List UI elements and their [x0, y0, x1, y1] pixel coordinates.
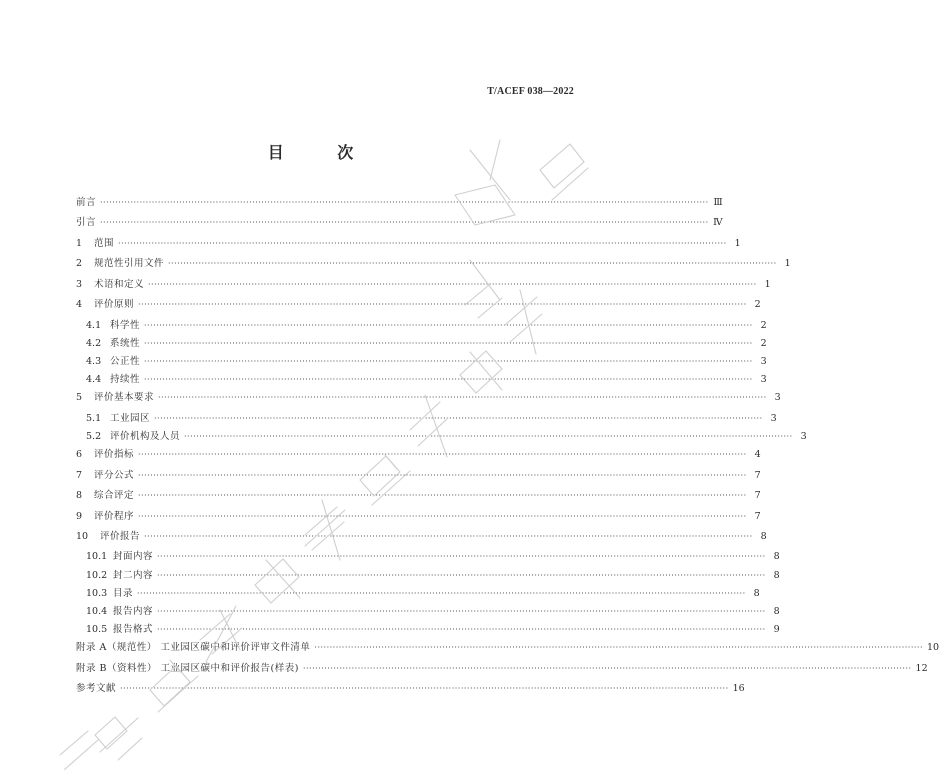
toc-entry[interactable]	[76, 317, 767, 335]
toc-entry-page: 9	[773, 624, 780, 636]
toc-entry-label: 范围	[94, 237, 115, 249]
toc-leader-dots: ········································································································································································································	[144, 357, 753, 366]
toc-entry-number: 5	[76, 392, 83, 404]
toc-leader-dots: ········································································································································································································	[148, 279, 757, 289]
toc-entry-number: 10.2	[86, 569, 108, 581]
toc-entry-label: 评价原则	[94, 299, 135, 311]
toc-entry-label: 封面内容	[113, 551, 154, 563]
toc-entry-label: 术语和定义	[94, 278, 145, 290]
toc-entry[interactable]	[76, 446, 761, 466]
toc-entry[interactable]	[76, 371, 767, 389]
toc-entry-page: 8	[773, 605, 780, 617]
toc-entry-number: 4.3	[86, 356, 102, 367]
toc-entry[interactable]	[76, 335, 767, 353]
table-of-contents	[76, 194, 939, 701]
toc-leader-dots: ········································································································································································································	[100, 198, 709, 207]
toc-entry-label: 规范性引用文件	[94, 258, 165, 270]
toc-entry[interactable]	[76, 467, 761, 487]
toc-leader-dots: ········································································································································································································	[302, 663, 912, 673]
toc-entry[interactable]	[76, 680, 745, 700]
toc-entry-label: 持续性	[110, 374, 141, 386]
toc-entry-label: 系统性	[110, 337, 141, 349]
toc-leader-dots: ········································································································································································································	[157, 552, 766, 562]
toc-entry[interactable]	[76, 194, 723, 214]
toc-entry-number: 1	[76, 237, 83, 249]
toc-entry-number: 10	[76, 530, 89, 542]
toc-leader-dots: ········································································································································································································	[138, 470, 747, 480]
toc-entry-page: 3	[760, 374, 767, 386]
toc-entry-number: 4.1	[86, 319, 102, 331]
toc-entry-number: 8	[76, 490, 83, 502]
toc-entry-page: Ⅲ	[713, 197, 723, 208]
toc-entry[interactable]	[76, 428, 807, 446]
toc-entry-label: 评价基本要求	[94, 392, 155, 404]
toc-entry-label: 评价指标	[94, 449, 135, 461]
toc-entry-label: 公正性	[110, 356, 141, 367]
toc-entry-number: 4	[76, 299, 83, 311]
standard-number: T/ACEF 038—2022	[487, 86, 574, 97]
toc-entry-page: 1	[734, 237, 741, 249]
toc-entry[interactable]	[76, 389, 781, 409]
toc-entry[interactable]	[76, 567, 780, 585]
toc-entry-label: 评价程序	[94, 510, 135, 522]
toc-entry-number: 10.1	[86, 551, 108, 563]
toc-entry[interactable]	[76, 508, 761, 528]
toc-entry-label: 引言	[76, 217, 97, 229]
toc-entry-page: 2	[754, 299, 761, 311]
toc-entry-page: 8	[753, 587, 760, 599]
toc-entry-page: 3	[770, 412, 777, 424]
toc-entry-page: 4	[754, 449, 761, 461]
toc-entry[interactable]	[76, 548, 780, 566]
toc-entry-page: 1	[784, 258, 791, 270]
toc-leader-dots: ········································································································································································································	[138, 511, 747, 521]
toc-leader-dots: ········································································································································································································	[144, 375, 753, 385]
toc-entry-page: 10	[927, 642, 939, 654]
toc-leader-dots: ········································································································································································································	[138, 491, 747, 501]
toc-entry-label: 综合评定	[94, 490, 135, 502]
toc-leader-dots: ········································································································································································································	[137, 588, 746, 598]
toc-leader-dots: ········································································································································································································	[157, 606, 766, 616]
toc-leader-dots: ········································································································································································································	[314, 643, 923, 653]
toc-entry-page: 8	[760, 530, 767, 542]
toc-entry-label: 科学性	[110, 319, 141, 331]
toc-entry-number: 6	[76, 449, 83, 461]
toc-leader-dots: ········································································································································································································	[118, 238, 727, 248]
toc-entry-number: 5.2	[86, 431, 102, 442]
toc-leader-dots: ········································································································································································································	[120, 684, 729, 694]
toc-entry-label: 评价报告	[100, 530, 141, 542]
toc-entry-label: 目录	[113, 587, 134, 599]
toc-entry-page: 7	[754, 469, 761, 481]
toc-entry-number: 4.2	[86, 337, 102, 349]
toc-entry-page: 8	[773, 551, 780, 563]
toc-entry-number: 10.4	[86, 605, 108, 617]
toc-entry-page: 12	[915, 662, 928, 674]
toc-entry-label: 报告格式	[113, 624, 154, 636]
toc-entry-page: 3	[774, 392, 781, 404]
toc-entry[interactable]	[76, 353, 767, 371]
toc-entry-number: 10.5	[86, 624, 108, 636]
toc-entry[interactable]	[76, 296, 761, 316]
toc-entry-page: 3	[800, 431, 807, 442]
toc-entry[interactable]	[76, 235, 741, 255]
toc-entry-label: 附录 B（资料性） 工业园区碳中和评价报告(样表)	[76, 662, 299, 674]
toc-entry-page: 8	[773, 569, 780, 581]
toc-entry[interactable]	[76, 639, 939, 659]
toc-entry-page: 2	[760, 337, 767, 349]
toc-entry-label: 评价机构及人员	[110, 431, 181, 442]
toc-entry[interactable]	[76, 276, 771, 296]
toc-entry[interactable]	[76, 528, 767, 548]
toc-entry-number: 5.1	[86, 412, 102, 424]
toc-leader-dots: ········································································································································································································	[138, 300, 747, 310]
toc-entry-number: 2	[76, 258, 83, 270]
toc-entry-label: 工业园区	[110, 412, 151, 424]
toc-leader-dots: ········································································································································································································	[138, 450, 747, 460]
toc-entry-page: 3	[760, 356, 767, 367]
toc-entry-page: 1	[764, 278, 771, 290]
toc-entry-label: 报告内容	[113, 605, 154, 617]
toc-leader-dots: ········································································································································································································	[144, 320, 753, 330]
toc-entry[interactable]	[76, 585, 760, 603]
toc-entry[interactable]	[76, 255, 791, 275]
toc-entry[interactable]	[76, 660, 928, 680]
toc-entry[interactable]	[76, 621, 780, 639]
toc-entry-number: 10.3	[86, 587, 108, 599]
toc-entry-page: 7	[754, 490, 761, 502]
toc-leader-dots: ········································································································································································································	[100, 218, 709, 228]
toc-entry-page: 7	[754, 510, 761, 522]
toc-entry-label: 评分公式	[94, 469, 135, 481]
toc-leader-dots: ········································································································································································································	[144, 338, 753, 348]
toc-entry-number: 4.4	[86, 374, 102, 386]
toc-entry[interactable]	[76, 214, 723, 234]
toc-entry[interactable]	[76, 603, 780, 621]
toc-entry-label: 封二内容	[113, 569, 154, 581]
toc-entry-label: 参考文献	[76, 683, 117, 695]
toc-entry-page: Ⅳ	[713, 217, 723, 229]
toc-entry[interactable]	[76, 410, 777, 428]
toc-entry-number: 9	[76, 510, 83, 522]
toc-entry-label: 前言	[76, 197, 97, 208]
toc-leader-dots: ········································································································································································································	[157, 570, 766, 580]
toc-entry-label: 附录 A（规范性） 工业园区碳中和评价评审文件清单	[76, 642, 311, 654]
toc-leader-dots: ········································································································································································································	[158, 393, 767, 403]
toc-leader-dots: ········································································································································································································	[157, 625, 766, 635]
toc-entry[interactable]	[76, 487, 761, 507]
toc-leader-dots: ········································································································································································································	[154, 413, 763, 423]
toc-entry-number: 7	[76, 469, 83, 481]
toc-leader-dots: ········································································································································································································	[168, 259, 777, 269]
toc-entry-page: 2	[760, 319, 767, 331]
toc-leader-dots: ········································································································································································································	[184, 432, 793, 441]
toc-leader-dots: ········································································································································································································	[144, 531, 753, 541]
toc-entry-page: 16	[732, 683, 745, 695]
toc-title: 目 次	[267, 143, 378, 162]
toc-entry-number: 3	[76, 278, 83, 290]
